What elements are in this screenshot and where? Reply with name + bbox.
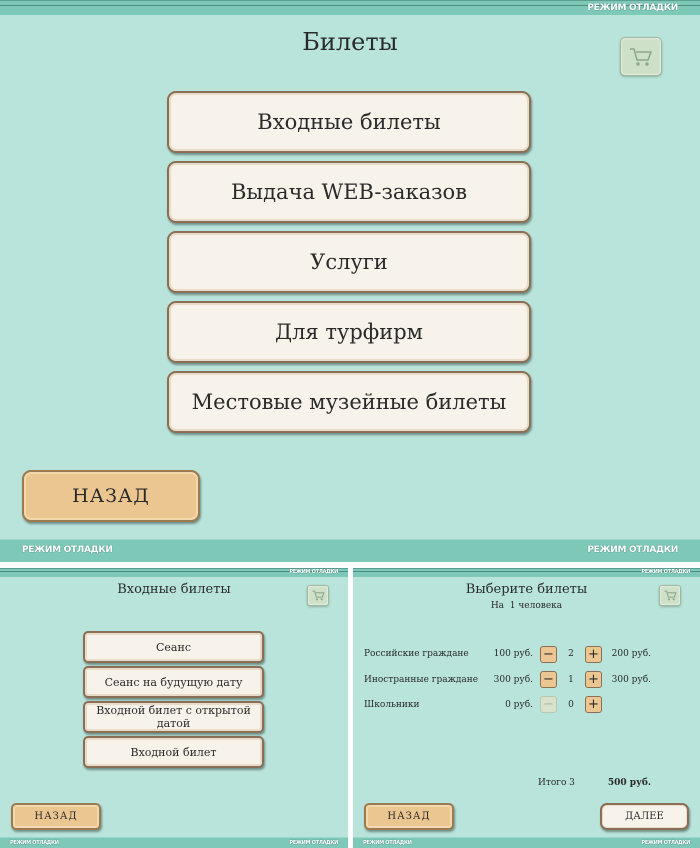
bottom-debug-bar (0, 837, 348, 848)
ticket-type-label: Российские граждане (364, 649, 469, 659)
row-sum: 300 руб. (611, 675, 651, 685)
increase-button[interactable]: + (585, 671, 602, 688)
debug-label-left: РЕЖИМ ОТЛАДКИ (10, 840, 59, 846)
debug-label: РЕЖИМ ОТЛАДКИ (587, 3, 678, 13)
menu-button-services[interactable]: Услуги (167, 231, 531, 293)
back-button[interactable]: НАЗАД (22, 470, 200, 522)
ticket-price: 300 руб. (493, 675, 533, 685)
ticket-type-label: Иностранные граждане (364, 675, 479, 685)
ticket-quantity: 2 (568, 649, 574, 659)
total-count: 3 (569, 778, 575, 788)
debug-label: РЕЖИМ ОТЛАДКИ (289, 569, 338, 575)
debug-label-right: РЕЖИМ ОТЛАДКИ (289, 840, 338, 846)
top-debug-bar (0, 568, 348, 577)
debug-label-left: РЕЖИМ ОТЛАДКИ (363, 840, 412, 846)
entry-tickets-screen (0, 568, 348, 848)
ticket-quantity: 1 (568, 675, 574, 685)
debug-label-right: РЕЖИМ ОТЛАДКИ (641, 840, 690, 846)
ticket-type-label: Школьники (364, 700, 420, 710)
page-title: Входные билеты (117, 582, 231, 597)
menu-button-future-session[interactable]: Сеанс на будущую дату (83, 666, 264, 698)
menu-button-open-date-ticket[interactable]: Входной билет с открытой датой (83, 701, 264, 733)
menu-button-entry-ticket[interactable]: Входной билет (83, 736, 264, 768)
back-button[interactable]: НАЗАД (11, 803, 101, 830)
select-tickets-screen (353, 568, 700, 848)
top-debug-bar (353, 568, 700, 577)
back-button[interactable]: НАЗАД (364, 803, 454, 830)
cart-icon (629, 47, 653, 67)
ticket-quantity: 0 (568, 700, 574, 710)
menu-button-web-orders[interactable]: Выдача WEB-заказов (167, 161, 531, 223)
cart-button[interactable] (307, 585, 329, 606)
ticket-price: 100 руб. (493, 649, 533, 659)
row-sum: 200 руб. (611, 649, 651, 659)
increase-button[interactable]: + (585, 696, 602, 713)
menu-button-entry-tickets[interactable]: Входные билеты (167, 91, 531, 153)
cart-icon (312, 590, 325, 601)
next-button[interactable]: ДАЛЕЕ (600, 803, 689, 830)
debug-label: РЕЖИМ ОТЛАДКИ (641, 569, 690, 575)
decrease-button[interactable]: − (540, 671, 557, 688)
cart-button[interactable] (659, 585, 681, 606)
page-title: Билеты (302, 28, 398, 56)
people-count: На 1 человека (490, 601, 563, 611)
menu-button-seated-museum-tickets[interactable]: Местовые музейные билеты (167, 371, 531, 433)
cart-button[interactable] (620, 37, 662, 76)
bottom-debug-bar (353, 837, 700, 848)
bottom-debug-bar (0, 539, 700, 562)
decrease-button-disabled[interactable]: − (540, 696, 557, 713)
page-title: Выберите билеты (465, 582, 588, 597)
debug-label-left: РЕЖИМ ОТЛАДКИ (22, 545, 113, 555)
cart-icon (664, 590, 677, 601)
top-debug-bar (0, 0, 700, 15)
decrease-button[interactable]: − (540, 646, 557, 663)
debug-label-right: РЕЖИМ ОТЛАДКИ (587, 545, 678, 555)
menu-button-tour-firms[interactable]: Для турфирм (167, 301, 531, 363)
ticket-price: 0 руб. (505, 700, 533, 710)
menu-button-session[interactable]: Сеанс (83, 631, 264, 663)
total-sum: 500 руб. (607, 778, 651, 788)
total-label: Итого (538, 778, 567, 788)
increase-button[interactable]: + (585, 646, 602, 663)
